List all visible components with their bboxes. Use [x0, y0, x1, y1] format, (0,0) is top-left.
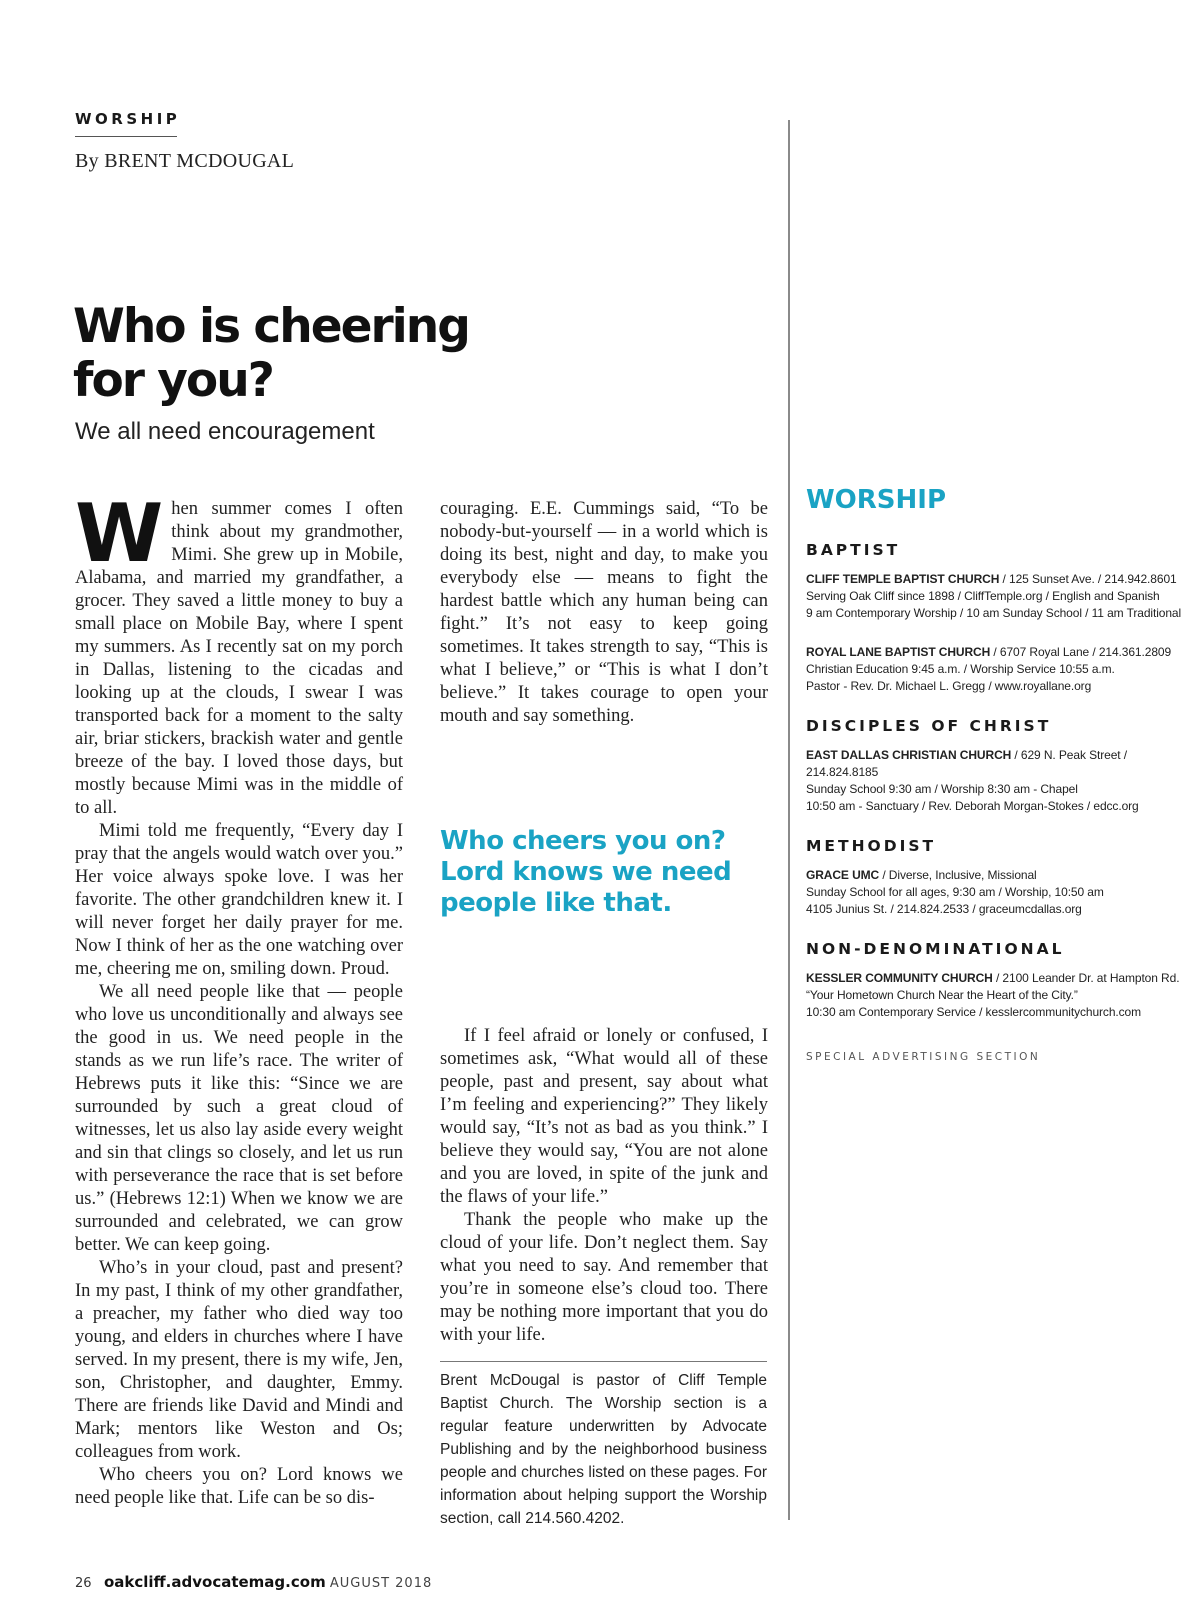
pull-quote: Who cheers you on? Lord knows we need people like that.	[440, 826, 732, 918]
denomination-heading: BAPTIST	[806, 541, 901, 559]
paragraph-1-text: hen summer comes I often think about my grandmother, Mimi. She grew up in Mobile, Alabama, and married my grandfather, a grocer. They saved a little money to buy a small place on Mobile Bay, where I spent my summers. As I recently sat on my porch in Dallas, listening to the cicadas and looking up at the clouds, I swear I was transported back for a moment to the salty air, briar stickers, brackish water and gentle breeze of the bay. I loved those days, but mostly because Mimi was in the middle of to all.	[75, 499, 403, 818]
column-divider	[788, 120, 790, 1520]
church-detail: 10:50 am - Sanctuary / Rev. Deborah Morgan-Stokes / edcc.org	[806, 799, 1139, 813]
church-detail: Pastor - Rev. Dr. Michael L. Gregg / www.royallane.org	[806, 679, 1092, 693]
drop-cap: W	[75, 487, 164, 580]
group-non-denominational	[806, 940, 1186, 1021]
section-label: WORSHIP	[75, 110, 181, 128]
church-listing	[806, 747, 1186, 815]
headline	[73, 300, 493, 408]
church-name: KESSLER COMMUNITY CHURCH	[806, 971, 993, 985]
church-name: CLIFF TEMPLE BAPTIST CHURCH	[806, 572, 1000, 586]
dek: We all need encouragement	[75, 418, 375, 445]
paragraph-5: Who cheers you on? Lord knows we need people like that. Life can be so dis-	[75, 1465, 403, 1508]
paragraph-8: Thank the people who make up the cloud of your life. Don’t neglect them. Say what you need to say. And remember that you’re in someone else’s cloud too. There may be nothing more important that you do with your life.	[440, 1210, 768, 1345]
paragraph-1	[75, 487, 403, 820]
paragraph-7: If I feel afraid or lonely or confused, I sometimes ask, “What would all of these people, past and present, say about what I’m feeling and experiencing?” They likely would say, “It’s not as bad as you think.” I believe they would say, “You are not alone and you are loved, in spite of the junk and the flaws of your life.”	[440, 1026, 768, 1207]
church-address: / 2100 Leander Dr. at Hampton Rd.	[992, 971, 1180, 985]
group-baptist	[806, 541, 1186, 695]
church-listing	[806, 970, 1186, 1021]
church-detail: Serving Oak Cliff since 1898 / CliffTemple.org / English and Spanish	[806, 589, 1160, 603]
special-advertising-label: SPECIAL ADVERTISING SECTION	[806, 1051, 1041, 1063]
paragraph-4: Who’s in your cloud, past and present? In my past, I think of my other grandfather, a preacher, my father who died way too young, and elders in churches where I have served. In my present, there is my wife, Jen, son, Christopher, and daughter, Emmy. There are friends like David and Mindi and Mark; mentors like Weston and Os; colleagues from work.	[75, 1258, 403, 1462]
denomination-heading: METHODIST	[806, 837, 937, 855]
church-listing	[806, 644, 1186, 695]
group-disciples-of-christ	[806, 717, 1186, 815]
church-name: GRACE UMC	[806, 868, 880, 882]
denomination-heading: NON-DENOMINATIONAL	[806, 940, 1065, 958]
church-detail: “Your Hometown Church Near the Heart of the City.”	[806, 988, 1078, 1002]
paragraph-2: Mimi told me frequently, “Every day I pray that the angels would watch over you.” Her voice always spoke love. I was her favorite. The other grandchildren knew it. I will never forget her daily prayer for me. Now I think of her as the one watching over me, cheering me on, smiling down. Proud.	[75, 821, 403, 979]
page-number: 26	[75, 1576, 92, 1591]
headline-line-2: for you?	[73, 353, 273, 408]
church-detail: Sunday School 9:30 am / Worship 8:30 am - Chapel	[806, 782, 1078, 796]
article-column-2-bottom	[440, 1025, 768, 1347]
bio-rule	[440, 1361, 767, 1362]
church-detail: Sunday School for all ages, 9:30 am / Worship, 10:50 am	[806, 885, 1104, 899]
section-rule	[75, 136, 177, 137]
church-name: ROYAL LANE BAPTIST CHURCH	[806, 645, 991, 659]
paragraph-3: We all need people like that — people who love us unconditionally and always see the good in us. We need people in the stands as we run life’s race. The writer of Hebrews puts it like this: “Since we are surrounded by such a great cloud of witnesses, let us also lay aside every weight and sin that clings so closely, and let us run with perseverance the race that is set before us.” (Hebrews 12:1) When we know we are surrounded and celebrated, we can grow better. We can keep going.	[75, 982, 403, 1255]
church-address: / 125 Sunset Ave. / 214.942.8601	[999, 572, 1177, 586]
page-footer	[75, 1573, 432, 1591]
directory-title: WORSHIP	[806, 485, 947, 515]
footer-url: oakcliff.advocatemag.com	[103, 1573, 326, 1591]
headline-line-1: Who is cheering	[73, 299, 469, 354]
denomination-heading: DISCIPLES OF CHRIST	[806, 717, 1052, 735]
church-address: / Diverse, Inclusive, Missional	[879, 868, 1037, 882]
footer-date: AUGUST 2018	[329, 1576, 433, 1591]
paragraph-6: couraging. E.E. Cummings said, “To be nobody-but-yourself — in a world which is doing its best, night and day, to make you everybody else — means to fight the hardest battle which any human being can fight.” It’s not easy to keep going sometimes. It takes strength to say, “This is what I believe,” or “This is what I don’t believe.” It takes courage to open your mouth and say something.	[440, 499, 768, 726]
church-detail: 9 am Contemporary Worship / 10 am Sunday School / 11 am Traditional	[806, 606, 1182, 620]
church-detail: Christian Education 9:45 a.m. / Worship Service 10:55 a.m.	[806, 662, 1115, 676]
group-methodist	[806, 837, 1186, 918]
worship-directory	[806, 485, 1186, 1063]
byline: By BRENT MCDOUGAL	[75, 150, 295, 172]
church-listing	[806, 571, 1186, 622]
church-detail: 4105 Junius St. / 214.824.2533 / graceumcdallas.org	[806, 902, 1082, 916]
article-column-2-top	[440, 498, 768, 728]
article-column-1	[75, 487, 403, 1510]
author-bio: Brent McDougal is pastor of Cliff Temple Baptist Church. The Worship section is a regular feature underwritten by Advocate Publishing and by the neighborhood business people and churches listed on these pages. For information about helping support the Worship section, call 214.560.4202.	[440, 1372, 767, 1527]
church-address: / 6707 Royal Lane / 214.361.2809	[990, 645, 1172, 659]
church-name: EAST DALLAS CHRISTIAN CHURCH	[806, 748, 1012, 762]
church-address: / 629 N. Peak Street / 214.824.8185	[806, 748, 1127, 779]
church-listing	[806, 867, 1186, 918]
church-detail: 10:30 am Contemporary Service / kesslercommunitychurch.com	[806, 1005, 1141, 1019]
